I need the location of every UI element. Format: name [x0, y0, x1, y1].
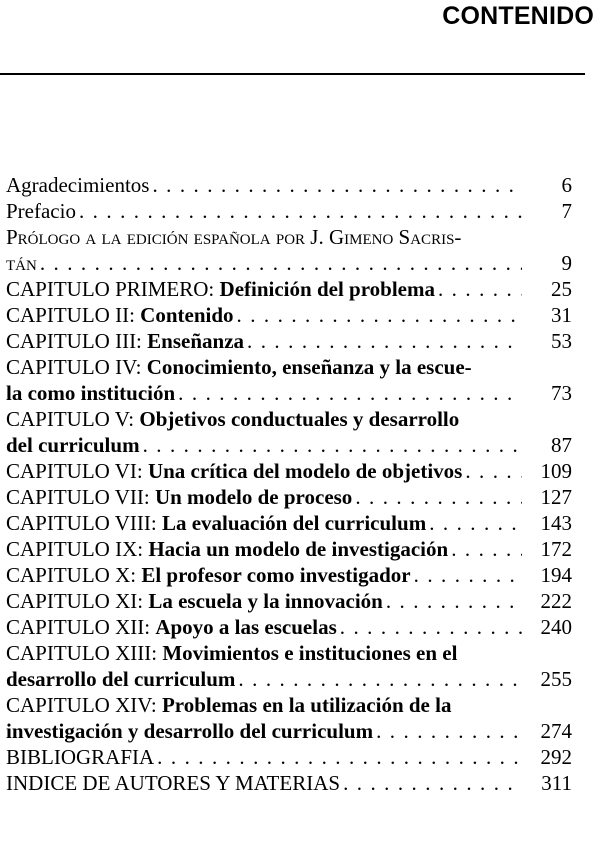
dot-leader [414, 562, 522, 588]
page-number: 109 [540, 459, 572, 483]
toc-entry-prefacio[interactable] [6, 198, 572, 224]
entry-label: Prefacio [6, 199, 76, 223]
toc-entry-capitulo-2[interactable] [6, 302, 572, 328]
dot-leader [343, 770, 522, 796]
chapter-title-line-1: Movimientos e instituciones en el [162, 641, 458, 665]
chapter-number: CAPITULO XIII: [6, 641, 163, 665]
dot-leader [237, 302, 522, 328]
page-number: 127 [540, 485, 572, 509]
chapter-title: Un modelo de proceso [154, 485, 353, 509]
chapter-number: CAPITULO PRIMERO: [6, 277, 220, 301]
toc-entry-capitulo-3[interactable] [6, 328, 572, 354]
dot-leader [40, 250, 522, 276]
dot-leader [465, 458, 522, 484]
page-number: 31 [551, 303, 572, 327]
toc-entry-prologo[interactable] [6, 224, 572, 276]
chapter-number: CAPITULO V: [6, 407, 140, 431]
page-number: 53 [551, 329, 572, 353]
toc-entry-capitulo-14[interactable] [6, 692, 572, 744]
entry-label: INDICE DE AUTORES Y MATERIAS [6, 771, 341, 795]
toc-entry-agradecimientos[interactable] [6, 172, 572, 198]
chapter-number: CAPITULO IV: [6, 355, 147, 379]
page-number: 7 [561, 199, 572, 223]
chapter-title: Enseñanza [147, 329, 245, 353]
page-number: 6 [561, 173, 572, 197]
dot-leader [376, 718, 522, 744]
dot-leader [79, 198, 522, 224]
toc-entry-capitulo-6[interactable] [6, 458, 572, 484]
toc-entry-capitulo-7[interactable] [6, 484, 572, 510]
chapter-title: Apoyo a las escuelas [155, 615, 337, 639]
toc-entry-capitulo-10[interactable] [6, 562, 572, 588]
chapter-title: La escuela y la innovación [148, 589, 383, 613]
dot-leader [451, 536, 522, 562]
chapter-title: Definición del problema [219, 277, 435, 301]
page-number: 9 [561, 251, 572, 275]
dot-leader [386, 588, 522, 614]
chapter-title-line-1: Objetivos conductuales y desarrollo [139, 407, 460, 431]
dot-leader [438, 276, 522, 302]
dot-leader [340, 614, 522, 640]
chapter-number: CAPITULO VII: [6, 485, 155, 509]
dot-leader [143, 432, 522, 458]
chapter-title: La evaluación del curriculum [161, 511, 427, 535]
chapter-title-line-2: investigación y desarrollo del curriculum [6, 719, 374, 743]
page-heading: CONTENIDO [442, 2, 594, 30]
toc-entry-capitulo-13[interactable] [6, 640, 572, 692]
dot-leader [429, 510, 522, 536]
chapter-number: CAPITULO X: [6, 563, 142, 587]
chapter-number: CAPITULO II: [6, 303, 141, 327]
toc-entry-capitulo-12[interactable] [6, 614, 572, 640]
chapter-title-line-2: la como institución [6, 381, 176, 405]
chapter-title: Contenido [140, 303, 234, 327]
entry-label-line-2: tán [6, 251, 37, 275]
toc-entry-indice[interactable] [6, 770, 572, 796]
chapter-number: CAPITULO VIII: [6, 511, 162, 535]
toc-entry-capitulo-11[interactable] [6, 588, 572, 614]
chapter-number: CAPITULO XIV: [6, 693, 162, 717]
page-number: 87 [551, 433, 572, 457]
chapter-title-line-2: del curriculum [6, 433, 140, 457]
toc-entry-capitulo-9[interactable] [6, 536, 572, 562]
page-number: 172 [540, 537, 572, 561]
entry-label-line-1: Prólogo a la edición española por J. Gimeno Sacris- [6, 225, 462, 249]
chapter-title: Hacia un modelo de investigación [148, 537, 449, 561]
dot-leader [157, 744, 522, 770]
dot-leader [247, 328, 522, 354]
toc-entry-capitulo-1[interactable] [6, 276, 572, 302]
dot-leader [152, 172, 522, 198]
chapter-title: El profesor como investigador [141, 563, 411, 587]
chapter-number: CAPITULO III: [6, 329, 148, 353]
page-number: 222 [540, 589, 572, 613]
page-number: 274 [540, 719, 572, 743]
dot-leader [355, 484, 522, 510]
page-number: 25 [551, 277, 572, 301]
entry-label: Agradecimientos [6, 173, 150, 197]
table-of-contents [6, 172, 572, 796]
page-number: 292 [540, 745, 572, 769]
chapter-title-line-1: Problemas en la utilización de la [161, 693, 452, 717]
page-number: 311 [541, 771, 572, 795]
page-number: 240 [540, 615, 572, 639]
chapter-number: CAPITULO XII: [6, 615, 156, 639]
page-number: 143 [540, 511, 572, 535]
page-number: 194 [540, 563, 572, 587]
chapter-title-line-2: desarrollo del curriculum [6, 667, 236, 691]
dot-leader [178, 380, 522, 406]
page-number: 255 [540, 667, 572, 691]
chapter-title-line-1: Conocimiento, enseñanza y la escue- [146, 355, 472, 379]
chapter-number: CAPITULO IX: [6, 537, 149, 561]
toc-entry-capitulo-5[interactable] [6, 406, 572, 458]
chapter-number: CAPITULO XI: [6, 589, 149, 613]
dot-leader [238, 666, 522, 692]
chapter-number: CAPITULO VI: [6, 459, 148, 483]
page-number: 73 [551, 381, 572, 405]
chapter-title: Una crítica del modelo de objetivos [147, 459, 463, 483]
entry-label: BIBLIOGRAFIA [6, 745, 155, 769]
heading-rule [0, 73, 585, 75]
toc-entry-capitulo-8[interactable] [6, 510, 572, 536]
toc-entry-capitulo-4[interactable] [6, 354, 572, 406]
toc-entry-bibliografia[interactable] [6, 744, 572, 770]
